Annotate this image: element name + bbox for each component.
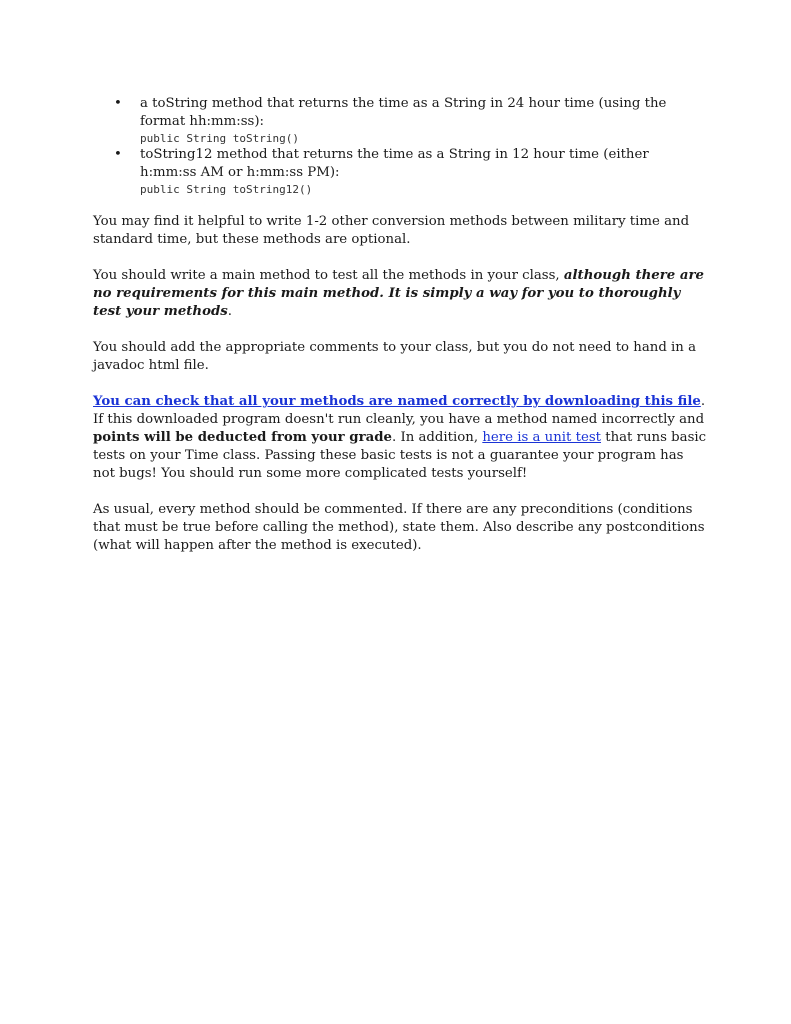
download-file-link[interactable]: You can check that all your methods are named correctly by downloading this file	[93, 394, 701, 409]
bullet-icon: •	[114, 96, 122, 111]
paragraph-text: .	[227, 304, 232, 319]
method-list	[93, 95, 708, 197]
paragraph-text: . If this downloaded program doesn't run cleanly, you have a method named incorrectly and	[93, 394, 706, 427]
paragraph-text: You should write a main method to test all the methods in your class,	[93, 268, 564, 283]
unit-test-link[interactable]: here is a unit test	[482, 430, 601, 445]
list-item	[93, 95, 708, 146]
paragraph-main-method	[93, 267, 708, 321]
paragraph-comments: You should add the appropriate comments to your class, but you do not need to hand in a javadoc html file.	[93, 340, 697, 373]
list-item-text: toString12 method that returns the time as a String in 12 hour time (either h:mm:ss AM or h:mm:ss PM):	[140, 147, 649, 180]
paragraph-conversion-methods: You may find it helpful to write 1-2 other conversion methods between military time and standard time, but these methods are optional.	[93, 214, 690, 247]
bold-text: points will be deducted from your grade	[93, 430, 392, 445]
paragraph-check-file	[93, 393, 708, 483]
list-item-text: a toString method that returns the time as a String in 24 hour time (using the format hh:mm:ss):	[140, 96, 667, 129]
paragraph-text: . In addition,	[391, 430, 483, 445]
code-signature: public String toString()	[140, 132, 299, 145]
paragraph-text: that runs basic tests on your Time class. Passing these basic tests is not a guarantee your program has not bugs! You should run some more complicated tests yourself!	[93, 430, 707, 481]
list-item	[93, 146, 708, 197]
emphasis-text: although there are no requirements for this main method. It is simply a way for you to thoroughly test your methods	[93, 268, 704, 319]
bullet-icon: •	[114, 147, 122, 162]
document-body	[93, 95, 708, 573]
code-signature: public String toString12()	[140, 183, 313, 196]
paragraph-preconditions: As usual, every method should be commented. If there are any preconditions (conditions that must be true before calling the method), state them. Also describe any postconditions (what will happen after the method is executed).	[93, 502, 705, 553]
